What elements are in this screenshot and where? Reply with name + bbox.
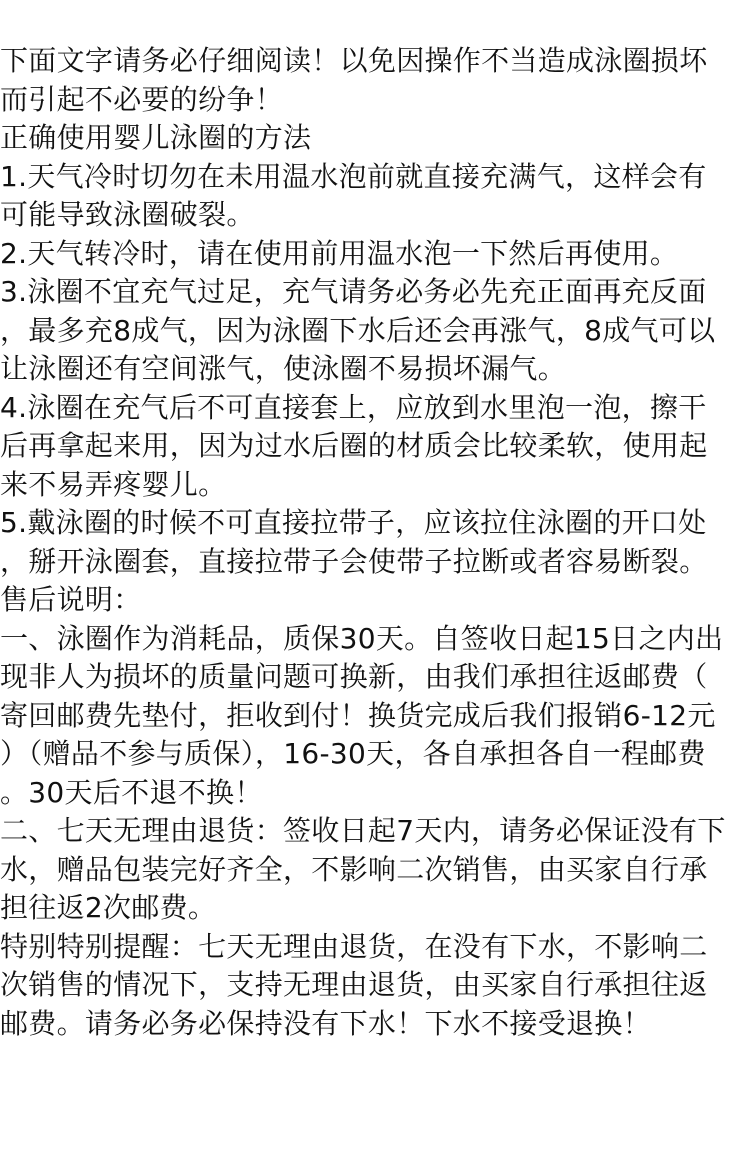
- text-line: ，最多充8成气，因为泳圈下水后还会再涨气，8成气可以: [0, 313, 716, 347]
- text-line: 3.泳圈不宜充气过足，充气请务必务必先充正面再充反面: [0, 275, 707, 308]
- text-line: 担往返2次邮费。: [0, 891, 217, 924]
- section-heading: 正确使用婴儿泳圈的方法: [0, 121, 312, 154]
- text-line: ，掰开泳圈套，直接拉带子会使带子拉断或者容易断裂。: [0, 544, 708, 578]
- text-line: 4.泳圈在充气后不可直接套上，应放到水里泡一泡，擦干: [0, 390, 707, 424]
- text-line: ）（赠品不参与质保），16-30天，各自承担各自一程邮费: [0, 737, 706, 770]
- section-heading: 售后说明：: [0, 583, 142, 616]
- text-line: 邮费。请务必务必保持没有下水！下水不接受退换！: [0, 1006, 651, 1040]
- text-line: 而引起不必要的纷争！: [0, 82, 284, 116]
- text-line: 5.戴泳圈的时候不可直接拉带子，应该拉住泳圈的开口处: [0, 506, 707, 539]
- text-line: 现非人为损坏的质量问题可换新，由我们承担往返邮费（: [0, 660, 708, 693]
- text-line: 。30天后不退不换！: [0, 775, 263, 809]
- text-line: 次销售的情况下，支持无理由退货，由买家自行承担往返: [0, 968, 708, 1001]
- text-line: 可能导致泳圈破裂。: [0, 198, 255, 231]
- text-line: 让泳圈还有空间涨气，使泳圈不易损坏漏气。: [0, 352, 567, 385]
- text-line: 水，赠品包装完好齐全，不影响二次销售，由买家自行承: [0, 852, 708, 886]
- text-line: 特别特别提醒：七天无理由退货，在没有下水，不影响二: [0, 929, 708, 963]
- text-line: 1.天气冷时切勿在未用温水泡前就直接充满气，这样会有: [0, 159, 707, 193]
- notice-document: [0, 42, 750, 1043]
- text-line: 寄回邮费先垫付，拒收到付！换货完成后我们报销6-12元: [0, 698, 716, 732]
- text-line: 二、七天无理由退货：签收日起7天内，请务必保证没有下: [0, 814, 726, 847]
- text-line: 一、泳圈作为消耗品，质保30天。自签收日起15日之内出: [0, 621, 724, 655]
- text-line: 来不易弄疼婴儿。: [0, 467, 227, 501]
- text-line: 2.天气转冷时，请在使用前用温水泡一下然后再使用。: [0, 236, 679, 270]
- text-line: 下面文字请务必仔细阅读！以免因操作不当造成泳圈损坏: [0, 44, 708, 77]
- text-line: 后再拿起来用，因为过水后圈的材质会比较柔软，使用起: [0, 429, 708, 462]
